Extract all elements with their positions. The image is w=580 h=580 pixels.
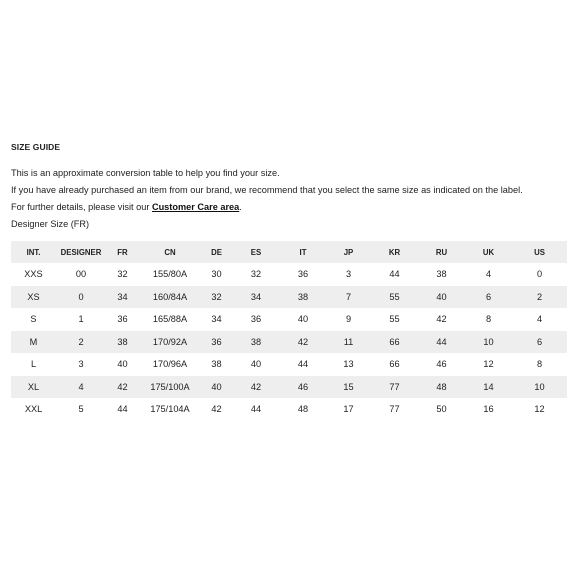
- table-cell: 155/80A: [152, 269, 188, 280]
- table-cell: 38: [436, 269, 447, 280]
- table-cell: 32: [250, 269, 262, 280]
- table-cell: 42: [436, 314, 447, 325]
- column-header: IT: [299, 247, 307, 257]
- table-cell: 14: [483, 381, 494, 392]
- table-cell: 17: [343, 404, 354, 415]
- table-cell: 40: [117, 359, 128, 370]
- table-cell: 44: [389, 269, 400, 280]
- table-cell: 46: [436, 359, 447, 370]
- table-cell: XXL: [24, 404, 43, 415]
- table-header-row: [11, 241, 567, 263]
- table-cell: 40: [250, 359, 262, 370]
- table-cell: 77: [389, 381, 400, 392]
- table-cell: 32: [211, 291, 222, 302]
- table-cell: 40: [297, 314, 309, 325]
- table-cell: 44: [436, 336, 447, 347]
- table-cell: 3: [345, 269, 352, 280]
- table-cell: 12: [534, 404, 545, 415]
- table-cell: 8: [536, 359, 543, 370]
- column-header: RU: [435, 247, 448, 257]
- table-row: [11, 353, 567, 376]
- designer-size-label: Designer Size (FR): [11, 219, 90, 229]
- table-cell: 55: [389, 291, 400, 302]
- table-cell: 170/92A: [152, 336, 188, 347]
- table-cell: 38: [250, 336, 262, 347]
- table-cell: 4: [78, 381, 84, 392]
- table-cell: 11: [343, 336, 354, 347]
- table-cell: 42: [211, 404, 222, 415]
- table-cell: 3: [78, 359, 84, 370]
- table-cell: 34: [211, 314, 222, 325]
- table-cell: 2: [536, 291, 543, 302]
- table-cell: 170/96A: [152, 359, 188, 370]
- column-header: UK: [482, 247, 495, 257]
- table-cell: 48: [297, 404, 309, 415]
- customer-care-link[interactable]: Customer Care area: [151, 202, 240, 212]
- column-header: DESIGNER: [60, 247, 102, 257]
- table-cell: 40: [436, 291, 447, 302]
- table-row: [11, 398, 567, 421]
- column-header: DE: [211, 247, 222, 257]
- table-cell: 44: [250, 404, 262, 415]
- table-cell: 165/88A: [152, 314, 188, 325]
- table-cell: 175/104A: [150, 404, 190, 415]
- table-cell: L: [30, 359, 37, 370]
- table-cell: S: [30, 314, 37, 325]
- column-header: KR: [388, 247, 401, 257]
- table-cell: 40: [211, 381, 222, 392]
- table-cell: 9: [345, 314, 352, 325]
- table-cell: 10: [534, 381, 545, 392]
- table-cell: 50: [436, 404, 447, 415]
- table-cell: 46: [297, 381, 309, 392]
- table-cell: 44: [117, 404, 128, 415]
- table-cell: XL: [27, 381, 40, 392]
- table-cell: M: [29, 336, 38, 347]
- table-cell: 36: [211, 336, 222, 347]
- table-row: [11, 308, 567, 331]
- further-details-prefix: For further details, please visit our: [11, 202, 152, 212]
- page-title: SIZE GUIDE: [11, 142, 61, 152]
- table-cell: 66: [389, 336, 400, 347]
- table-cell: 36: [117, 314, 128, 325]
- table-row: [11, 286, 567, 309]
- table-cell: 66: [389, 359, 400, 370]
- column-header: INT.: [26, 247, 41, 257]
- table-cell: 0: [78, 291, 84, 302]
- table-cell: 44: [297, 359, 309, 370]
- table-cell: 34: [117, 291, 128, 302]
- further-details-text: [11, 202, 569, 213]
- table-cell: 34: [250, 291, 262, 302]
- table-row: [11, 263, 567, 286]
- table-cell: 10: [483, 336, 494, 347]
- recommendation-text: If you have already purchased an item from our brand, we recommend that you select the same size as indicated on the label.: [11, 185, 523, 195]
- table-cell: 00: [75, 269, 87, 280]
- table-cell: 4: [536, 314, 543, 325]
- table-cell: 42: [297, 336, 309, 347]
- table-cell: XXS: [24, 269, 43, 280]
- table-row: [11, 376, 567, 399]
- intro-text: This is an approximate conversion table to help you find your size.: [11, 168, 280, 178]
- table-cell: 38: [117, 336, 128, 347]
- column-header: FR: [117, 247, 128, 257]
- table-cell: 42: [250, 381, 262, 392]
- table-row: [11, 331, 567, 354]
- further-details-suffix: .: [239, 202, 242, 212]
- table-cell: 7: [345, 291, 352, 302]
- table-body: [11, 263, 567, 421]
- table-cell: 55: [389, 314, 400, 325]
- size-conversion-table: [11, 241, 567, 421]
- table-cell: 38: [297, 291, 309, 302]
- table-cell: 16: [483, 404, 494, 415]
- table-cell: 0: [536, 269, 543, 280]
- table-cell: 175/100A: [150, 381, 190, 392]
- table-cell: 6: [536, 336, 543, 347]
- column-header: CN: [164, 247, 176, 257]
- table-cell: 15: [343, 381, 354, 392]
- column-header: JP: [343, 247, 354, 257]
- table-cell: 36: [250, 314, 262, 325]
- column-header: US: [534, 247, 545, 257]
- table-cell: 36: [297, 269, 309, 280]
- table-cell: 77: [389, 404, 400, 415]
- table-cell: 30: [211, 269, 222, 280]
- size-guide-content: [11, 142, 569, 421]
- table-cell: 42: [117, 381, 128, 392]
- table-cell: 48: [436, 381, 447, 392]
- table-cell: XS: [27, 291, 40, 302]
- table-cell: 8: [485, 314, 492, 325]
- table-cell: 4: [485, 269, 492, 280]
- table-cell: 1: [78, 314, 84, 325]
- table-cell: 38: [211, 359, 222, 370]
- table-cell: 2: [78, 336, 84, 347]
- column-header: ES: [250, 247, 262, 257]
- table-cell: 12: [483, 359, 494, 370]
- table-cell: 32: [117, 269, 128, 280]
- table-cell: 5: [78, 404, 84, 415]
- table-cell: 13: [343, 359, 354, 370]
- table-cell: 6: [485, 291, 492, 302]
- table-cell: 160/84A: [152, 291, 188, 302]
